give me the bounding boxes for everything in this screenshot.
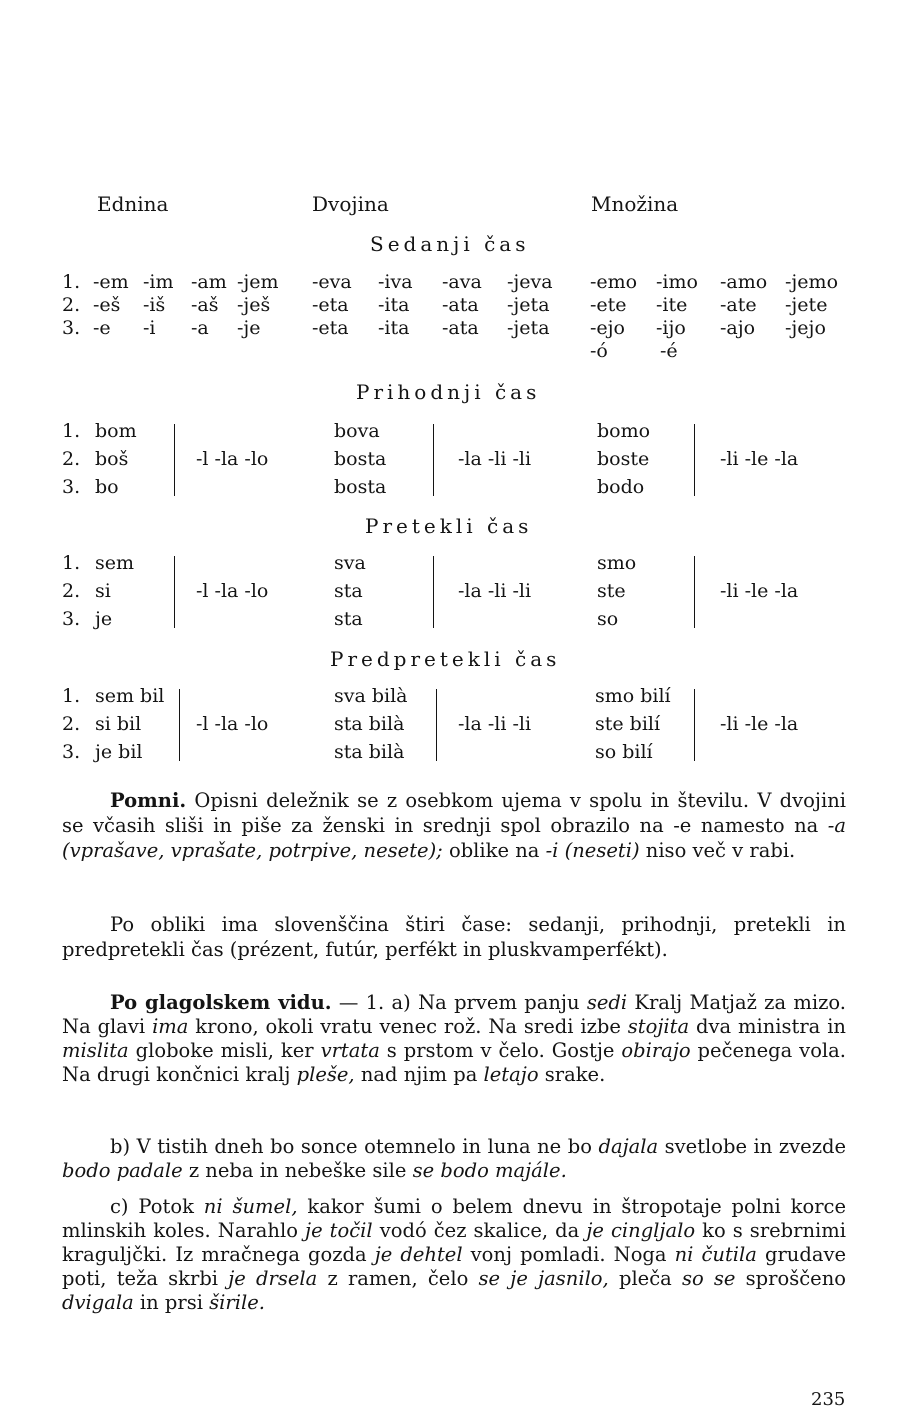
- auxiliary-form: sem: [95, 552, 135, 574]
- ending: -é: [660, 340, 678, 362]
- text-run: Opisni deležnik se z osebkom ujema v spolu in številu. V dvojini se včasih sliši in piše za ženski in srednji spol obrazilo na -e namesto na: [62, 789, 846, 837]
- auxiliary-form: si bil: [95, 713, 142, 735]
- row-number: 3.: [62, 608, 81, 630]
- ending: -jete: [785, 294, 828, 316]
- auxiliary-form: so bilí: [595, 741, 653, 763]
- header-mnozina: Množina: [591, 192, 679, 216]
- italic-run: obirajo: [621, 1039, 691, 1062]
- brace: [173, 689, 180, 761]
- ending: -ava: [442, 271, 482, 293]
- ending: -ete: [590, 294, 627, 316]
- ending: -ita: [378, 294, 410, 316]
- ending: -eva: [312, 271, 352, 293]
- auxiliary-form: je: [95, 608, 113, 630]
- italic-run: je drsela: [228, 1267, 318, 1290]
- ending: -aš: [191, 294, 219, 316]
- brace: [168, 424, 175, 496]
- ending: -emo: [590, 271, 638, 293]
- auxiliary-form: je bil: [95, 741, 143, 763]
- ending: -imo: [656, 271, 698, 293]
- auxiliary-form: sta bilà: [334, 741, 405, 763]
- italic-run: stojita: [627, 1015, 690, 1038]
- text-run: krono, okoli vratu venec rož. Na sredi izbe: [188, 1015, 628, 1038]
- text-run: s prstom v čelo. Gostje: [379, 1039, 622, 1062]
- text-run: sproščeno: [735, 1267, 846, 1290]
- section-title-prihodnji: Prihodnji čas: [356, 380, 541, 404]
- auxiliary-form: boš: [95, 448, 129, 470]
- row-number: 2.: [62, 580, 81, 602]
- ending: -ejo: [590, 317, 625, 339]
- italic-run: je cingljalo: [586, 1219, 696, 1242]
- italic-run: vrtata: [320, 1039, 380, 1062]
- aspect-paragraph-b: [62, 1135, 846, 1183]
- participle-endings: -li -le -la: [720, 580, 799, 602]
- row-number: 1.: [62, 420, 81, 442]
- participle-endings: -li -le -la: [720, 713, 799, 735]
- ending: -eta: [312, 317, 349, 339]
- text-run: vonj pomladi. Noga: [462, 1243, 675, 1266]
- aspect-paragraph-c: [62, 1195, 846, 1315]
- text-run: pečenega vola. Na drugi končnici kralj: [62, 1039, 846, 1086]
- ending: -jem: [237, 271, 279, 293]
- italic-run: letajo: [483, 1063, 539, 1086]
- ending: -jejo: [785, 317, 826, 339]
- ending: -je: [237, 317, 261, 339]
- row-number: 1.: [62, 552, 81, 574]
- text-run: srake.: [538, 1063, 606, 1086]
- row-number: 2.: [62, 713, 81, 735]
- header-ednina: Ednina: [97, 192, 169, 216]
- ending: -am: [191, 271, 227, 293]
- ending: -ita: [378, 317, 410, 339]
- italic-run: dajala: [598, 1135, 659, 1158]
- ending: -ate: [720, 294, 757, 316]
- brace: [688, 689, 695, 761]
- italic-run: -i (neseti): [545, 839, 640, 862]
- text-run: b) V tistih dneh bo sonce otemnelo in luna ne bo: [110, 1135, 599, 1158]
- italic-run: širile.: [209, 1291, 265, 1314]
- text-run: Kralj Matjaž za mizo. Na glavi: [62, 991, 846, 1038]
- auxiliary-form: bosta: [334, 476, 387, 498]
- text-run: Po obliki ima slovenščina štiri čase: sedanji, prihodnji, pretekli in predpretekli čas (prézent, futúr, perfékt in pluskvamperfékt).: [62, 913, 846, 961]
- auxiliary-form: sva: [334, 552, 366, 574]
- italic-run: pleše,: [296, 1063, 355, 1086]
- text-run: vodó čez skalice, da: [372, 1219, 587, 1242]
- auxiliary-form: sta: [334, 580, 363, 602]
- auxiliary-form: sem bil: [95, 685, 165, 707]
- ending: -ata: [442, 317, 479, 339]
- auxiliary-form: sta: [334, 608, 363, 630]
- auxiliary-form: bosta: [334, 448, 387, 470]
- auxiliary-form: ste: [597, 580, 626, 602]
- row-number: 2.: [62, 448, 81, 470]
- italic-run: -a (vprašave, vprašate, potrpive, nesete);: [62, 814, 846, 862]
- italic-run: mislita: [62, 1039, 129, 1062]
- ending: -ješ: [237, 294, 271, 316]
- participle-endings: -l -la -lo: [196, 580, 269, 602]
- ending: -eš: [93, 294, 121, 316]
- text-run: ko s srebrnimi kraguljčki. Iz mračnega gozda: [62, 1219, 847, 1266]
- italic-run: je točil: [305, 1219, 373, 1242]
- participle-endings: -l -la -lo: [196, 448, 269, 470]
- ending: -jeta: [507, 317, 550, 339]
- tense-paragraph: [62, 912, 846, 962]
- brace: [688, 424, 695, 496]
- italic-run: se bodo majále.: [412, 1159, 567, 1182]
- italic-run: so se: [681, 1267, 736, 1290]
- text-run: in prsi: [133, 1291, 210, 1314]
- section-title-pretekli: Pretekli čas: [365, 514, 533, 538]
- brace: [168, 556, 175, 628]
- participle-endings: -la -li -li: [458, 580, 532, 602]
- text-run: c) Potok: [110, 1195, 204, 1218]
- auxiliary-form: bomo: [597, 420, 651, 442]
- italic-run: ni šumel,: [203, 1195, 298, 1218]
- ending: -em: [93, 271, 129, 293]
- note-paragraph: [62, 788, 846, 863]
- brace: [688, 556, 695, 628]
- section-title-predpretekli: Predpretekli čas: [330, 647, 561, 671]
- row-number: 2.: [62, 294, 81, 316]
- text-run: svetlobe in zvezde: [658, 1135, 846, 1158]
- auxiliary-form: bom: [95, 420, 137, 442]
- row-number: 1.: [62, 685, 81, 707]
- text-run: oblike na: [442, 839, 546, 862]
- text-run: z neba in nebeške sile: [182, 1159, 413, 1182]
- ending: -iš: [143, 294, 166, 316]
- text-run: — 1. a) Na prvem panju: [331, 991, 587, 1014]
- ending: -ite: [656, 294, 688, 316]
- auxiliary-form: so: [597, 608, 619, 630]
- participle-endings: -la -li -li: [458, 448, 532, 470]
- ending: -ajo: [720, 317, 756, 339]
- brace: [427, 424, 434, 496]
- participle-endings: -la -li -li: [458, 713, 532, 735]
- italic-run: ima: [152, 1015, 189, 1038]
- text-run: z ramen, čelo: [317, 1267, 479, 1290]
- ending: -e: [93, 317, 111, 339]
- text-run: grudave poti, teža skrbi: [62, 1243, 847, 1290]
- participle-endings: -li -le -la: [720, 448, 799, 470]
- aspect-paragraph-a: [62, 991, 846, 1087]
- ending: -ata: [442, 294, 479, 316]
- aspect-heading: Po glagolskem vidu.: [110, 991, 332, 1014]
- ending: -jeta: [507, 294, 550, 316]
- text-run: dva ministra in: [689, 1015, 846, 1038]
- row-number: 3.: [62, 317, 81, 339]
- section-title-sedanji: Sedanji čas: [370, 232, 530, 256]
- ending: -ó: [590, 340, 608, 362]
- auxiliary-form: bodo: [597, 476, 645, 498]
- ending: -ijo: [656, 317, 686, 339]
- ending: -iva: [378, 271, 413, 293]
- text-run: nad njim pa: [354, 1063, 484, 1086]
- auxiliary-form: si: [95, 580, 111, 602]
- text-run: niso več v rabi.: [639, 839, 796, 862]
- ending: -i: [143, 317, 156, 339]
- auxiliary-form: ste bilí: [595, 713, 661, 735]
- italic-run: se je jasnilo,: [478, 1267, 609, 1290]
- ending: -im: [143, 271, 174, 293]
- text-run: globoke misli, ker: [128, 1039, 321, 1062]
- auxiliary-form: sva bilà: [334, 685, 408, 707]
- ending: -eta: [312, 294, 349, 316]
- auxiliary-form: bova: [334, 420, 380, 442]
- ending: -jeva: [507, 271, 553, 293]
- italic-run: ni čutila: [674, 1243, 757, 1266]
- italic-run: bodo padale: [62, 1159, 183, 1182]
- italic-run: sedi: [586, 991, 628, 1014]
- auxiliary-form: smo bilí: [595, 685, 671, 707]
- row-number: 3.: [62, 476, 81, 498]
- note-label: Pomni.: [110, 789, 187, 812]
- row-number: 3.: [62, 741, 81, 763]
- ending: -a: [191, 317, 209, 339]
- auxiliary-form: boste: [597, 448, 650, 470]
- row-number: 1.: [62, 271, 81, 293]
- brace: [430, 689, 437, 761]
- text-run: pleča: [608, 1267, 682, 1290]
- auxiliary-form: smo: [597, 552, 637, 574]
- auxiliary-form: bo: [95, 476, 119, 498]
- auxiliary-form: sta bilà: [334, 713, 405, 735]
- participle-endings: -l -la -lo: [196, 713, 269, 735]
- page-number: 235: [811, 1389, 846, 1410]
- ending: -jemo: [785, 271, 839, 293]
- ending: -amo: [720, 271, 768, 293]
- italic-run: je dehtel: [374, 1243, 463, 1266]
- text-run: kakor šumi o belem dnevu in štropotaje polni korce mlinskih koles. Narahlo: [62, 1195, 846, 1242]
- brace: [427, 556, 434, 628]
- italic-run: dvigala: [62, 1291, 134, 1314]
- header-dvojina: Dvojina: [312, 192, 389, 216]
